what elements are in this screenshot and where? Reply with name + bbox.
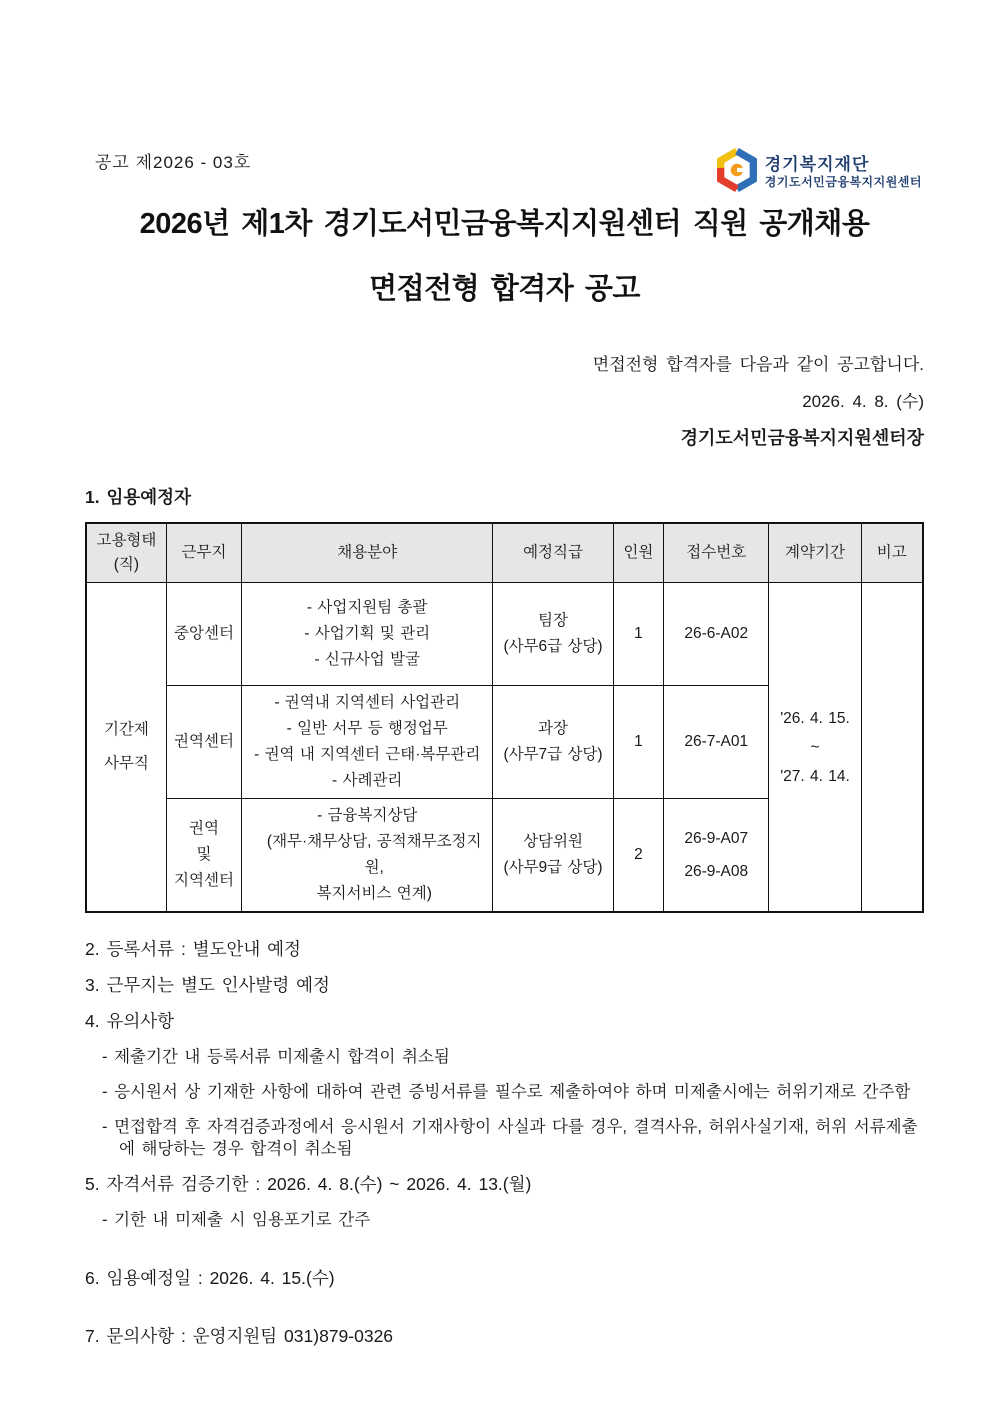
workplace-cell: 권역 및 지역센터 bbox=[166, 799, 241, 913]
org-logo bbox=[716, 147, 922, 198]
col-header-remarks: 비고 bbox=[861, 523, 923, 583]
col-header-workplace: 근무지 bbox=[166, 523, 241, 583]
item-3: 3. 근무지는 별도 인사발령 예정 bbox=[85, 975, 330, 996]
position-cell: 상담위원 (사무9급 상당) bbox=[493, 799, 614, 913]
org-name: 경기복지재단 bbox=[764, 154, 870, 174]
duties-cell: - 사업지원팀 총괄 - 사업기획 및 관리 - 신규사업 발굴 bbox=[242, 583, 493, 686]
org-logo-text bbox=[765, 155, 922, 190]
count-cell: 1 bbox=[613, 583, 663, 686]
item-5-sub-1: - 기한 내 미제출 시 임용포기로 간주 bbox=[102, 1211, 371, 1230]
employment-type-cell: 기간제 사무직 bbox=[86, 583, 166, 913]
item-7: 7. 문의사항 : 운영지원팀 031)879-0326 bbox=[85, 1326, 394, 1347]
title-line2: 면접전형 합격자 공고 bbox=[369, 272, 640, 305]
workplace-cell: 권역센터 bbox=[166, 686, 241, 799]
announcement-date: 2026. 4. 8. (수) bbox=[802, 391, 924, 411]
signer: 경기도서민금융복지지원센터장 bbox=[680, 427, 924, 448]
item-4-sub-1: - 제출기간 내 등록서류 미제출시 합격이 취소됨 bbox=[102, 1048, 450, 1067]
number-cell: 26-9-A07 26-9-A08 bbox=[664, 799, 769, 913]
item-4-sub-3: - 면접합격 후 자격검증과정에서 응시원서 기재사항이 사실과 다를 경우, 결격사유, 허위사실기재, 허위 서류제출에 해당하는 경우 합격이 취소됨 bbox=[102, 1118, 918, 1159]
page-title bbox=[85, 209, 924, 306]
position-cell: 과장 (사무7급 상당) bbox=[493, 686, 614, 799]
number-cell: 26-7-A01 bbox=[664, 686, 769, 799]
item-4-sub-2: - 응시원서 상 기재한 사항에 대하여 관련 증빙서류를 필수로 제출하여야 하며 미제출시에는 허위기재로 간주함 bbox=[102, 1083, 911, 1102]
duties-cell: - 권역내 지역센터 사업관리 - 일반 서무 등 행정업무 - 권역 내 지역센터 근태·복무관리 - 사례관리 bbox=[242, 686, 493, 799]
hexagon-g-logo-icon bbox=[716, 147, 758, 198]
item-4: 4. 유의사항 bbox=[85, 1011, 175, 1032]
item-2: 2. 등록서류 : 별도안내 예정 bbox=[85, 939, 301, 960]
table-header-row bbox=[86, 523, 923, 583]
duties-cell: - 금융복지상담 (재무·채무상담, 공적채무조정지원, 복지서비스 연계) bbox=[242, 799, 493, 913]
number-cell: 26-6-A02 bbox=[664, 583, 769, 686]
intro-block bbox=[85, 346, 924, 457]
item-5: 5. 자격서류 검증기한 : 2026. 4. 8.(수) ~ 2026. 4. 13.(월) bbox=[85, 1174, 532, 1195]
count-cell: 2 bbox=[613, 799, 663, 913]
col-header-contract: 계약기간 bbox=[769, 523, 861, 583]
workplace-cell: 중앙센터 bbox=[166, 583, 241, 686]
contract-period-cell: '26. 4. 15. ~ '27. 4. 14. bbox=[769, 583, 861, 913]
col-header-count: 인원 bbox=[613, 523, 663, 583]
count-cell: 1 bbox=[613, 686, 663, 799]
doc-number: 공고 제2026 - 03호 bbox=[95, 153, 252, 172]
col-header-employment-type: 고용형태 (직) bbox=[86, 523, 166, 583]
table-row bbox=[86, 583, 923, 686]
appointment-table bbox=[85, 522, 924, 914]
intro-sentence: 면접전형 합격자를 다음과 같이 공고합니다. bbox=[592, 354, 924, 374]
notice-items bbox=[85, 938, 924, 1347]
title-line1: 2026년 제1차 경기도서민금융복지지원센터 직원 공개채용 bbox=[139, 208, 870, 240]
item-6: 6. 임용예정일 : 2026. 4. 15.(수) bbox=[85, 1268, 335, 1289]
col-header-number: 접수번호 bbox=[664, 523, 769, 583]
section1-heading: 1. 임용예정자 bbox=[85, 486, 191, 507]
remarks-cell bbox=[861, 583, 923, 913]
position-cell: 팀장 (사무6급 상당) bbox=[493, 583, 614, 686]
org-subname: 경기도서민금융복지지원센터 bbox=[764, 175, 922, 190]
col-header-duties: 채용분야 bbox=[242, 523, 493, 583]
col-header-position: 예정직급 bbox=[493, 523, 614, 583]
